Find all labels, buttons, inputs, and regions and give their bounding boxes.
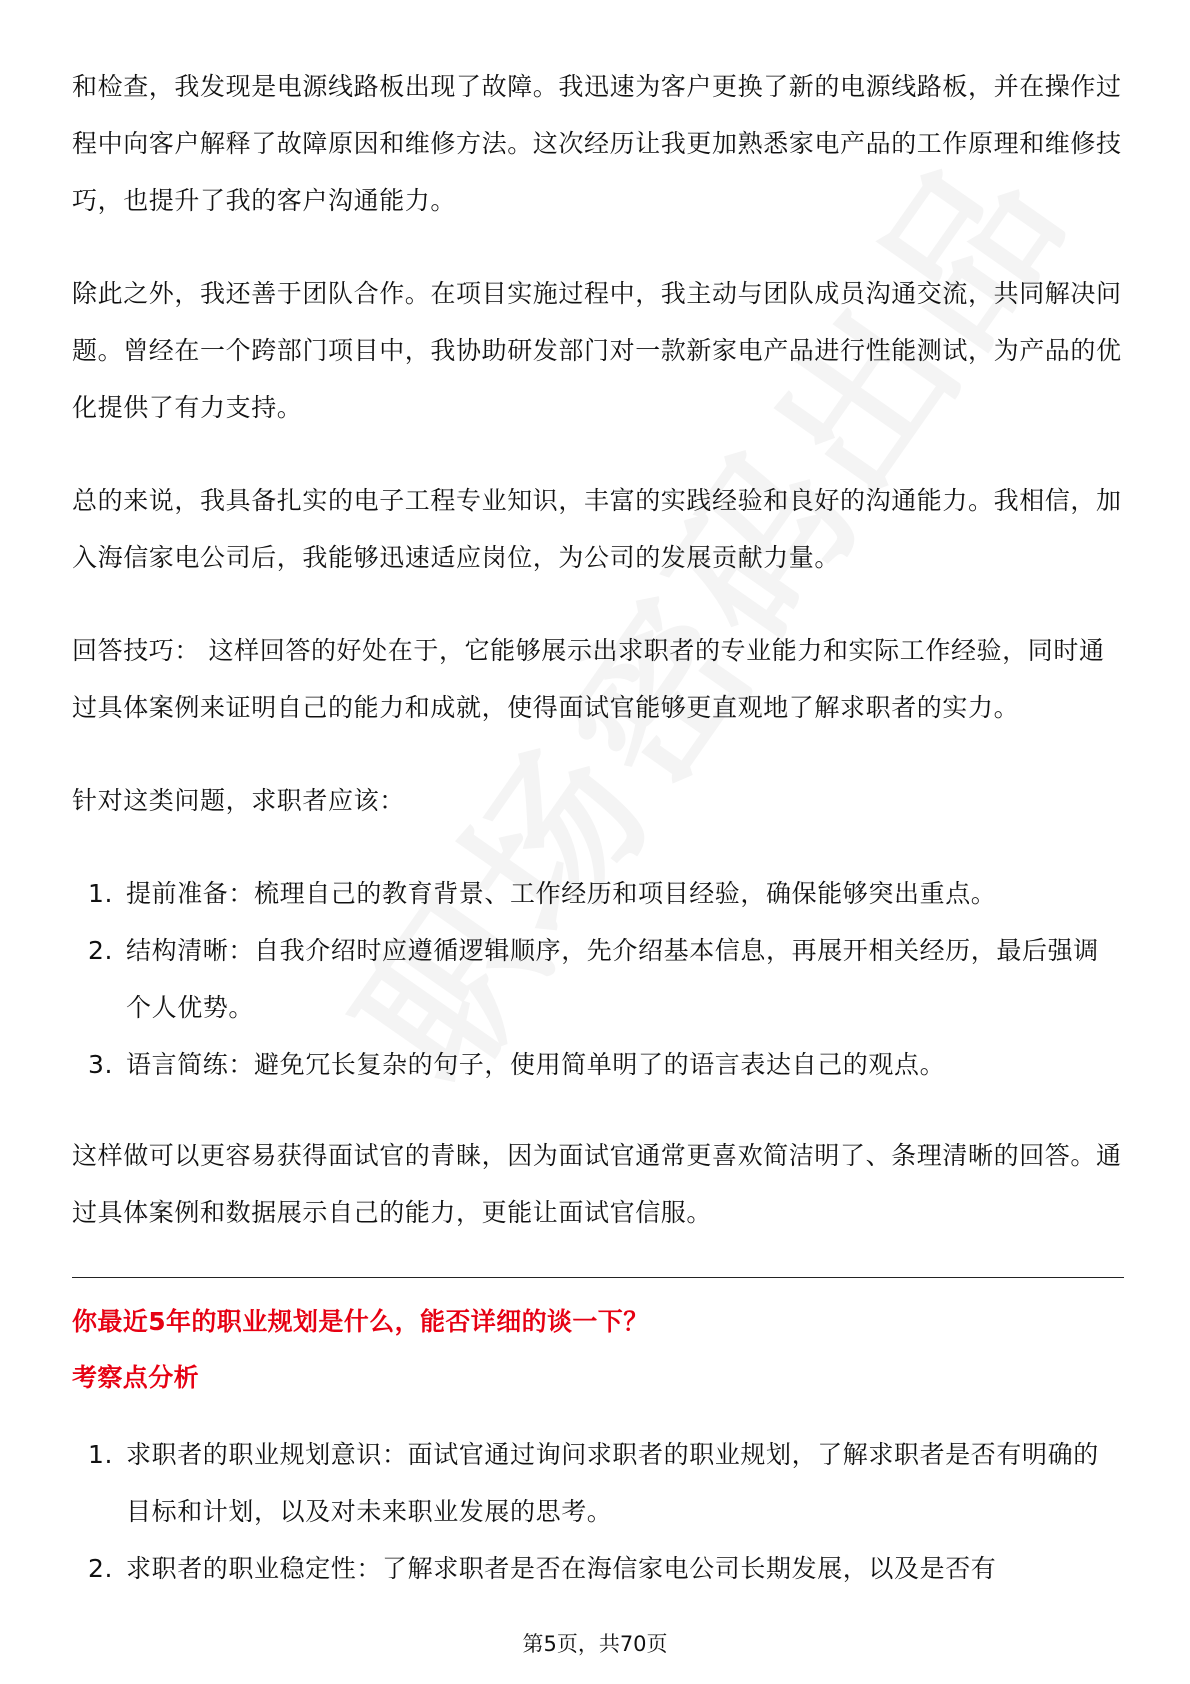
list-item-text: 提前准备：梳理自己的教育背景、工作经历和项目经验，确保能够突出重点。	[126, 879, 997, 908]
page-number: 第5页，共70页	[522, 1632, 668, 1656]
list-number: 2.	[88, 1554, 114, 1583]
list-number: 1.	[88, 879, 114, 908]
list-item-text: 求职者的职业规划意识：面试官通过询问求职者的职业规划，了解求职者是否有明确的目标和计划，以及对未来职业发展的思考。	[126, 1440, 1099, 1526]
list-number: 3.	[88, 1050, 114, 1079]
paragraph-repair-case: 和检查，我发现是电源线路板出现了故障。我迅速为客户更换了新的电源线路板，并在操作过程中向客户解释了故障原因和维修方法。这次经历让我更加熟悉家电产品的工作原理和维修技巧，也提升了我的客户沟通能力。	[72, 72, 1122, 215]
list-item	[72, 865, 1124, 922]
list-item	[72, 1426, 1124, 1540]
page-content	[72, 58, 1124, 1631]
paragraph-teamwork: 除此之外，我还善于团队合作。在项目实施过程中，我主动与团队成员沟通交流，共同解决问题。曾经在一个跨部门项目中，我协助研发部门对一款新家电产品进行性能测试，为产品的优化提供了有力支持。	[72, 279, 1122, 422]
analysis-list	[72, 1426, 1124, 1597]
list-item-text: 语言简练：避免冗长复杂的句子，使用简单明了的语言表达自己的观点。	[126, 1050, 946, 1079]
question-heading: 你最近5年的职业规划是什么，能否详细的谈一下？	[72, 1307, 649, 1336]
tips-list	[72, 865, 1124, 1093]
paragraph-summary: 总的来说，我具备扎实的电子工程专业知识，丰富的实践经验和良好的沟通能力。我相信，加入海信家电公司后，我能够迅速适应岗位，为公司的发展贡献力量。	[72, 486, 1122, 572]
paragraph-answer-tips: 回答技巧： 这样回答的好处在于，它能够展示出求职者的专业能力和实际工作经验，同时通过具体案例来证明自己的能力和成就，使得面试官能够更直观地了解求职者的实力。	[72, 636, 1105, 722]
paragraph-advice-intro: 针对这类问题，求职者应该：	[72, 786, 405, 815]
list-number: 2.	[88, 936, 114, 965]
list-item-text: 结构清晰：自我介绍时应遵循逻辑顺序，先介绍基本信息，再展开相关经历，最后强调个人优势。	[126, 936, 1099, 1022]
paragraph-closing: 这样做可以更容易获得面试官的青睐，因为面试官通常更喜欢简洁明了、条理清晰的回答。通过具体案例和数据展示自己的能力，更能让面试官信服。	[72, 1141, 1122, 1227]
section-divider	[72, 1277, 1124, 1278]
list-item-text: 求职者的职业稳定性：了解求职者是否在海信家电公司长期发展，以及是否有	[126, 1554, 997, 1583]
analysis-heading: 考察点分析	[72, 1363, 200, 1392]
list-item	[72, 1036, 1124, 1093]
list-number: 1.	[88, 1440, 114, 1469]
list-item	[72, 1540, 1124, 1597]
list-item	[72, 922, 1124, 1036]
